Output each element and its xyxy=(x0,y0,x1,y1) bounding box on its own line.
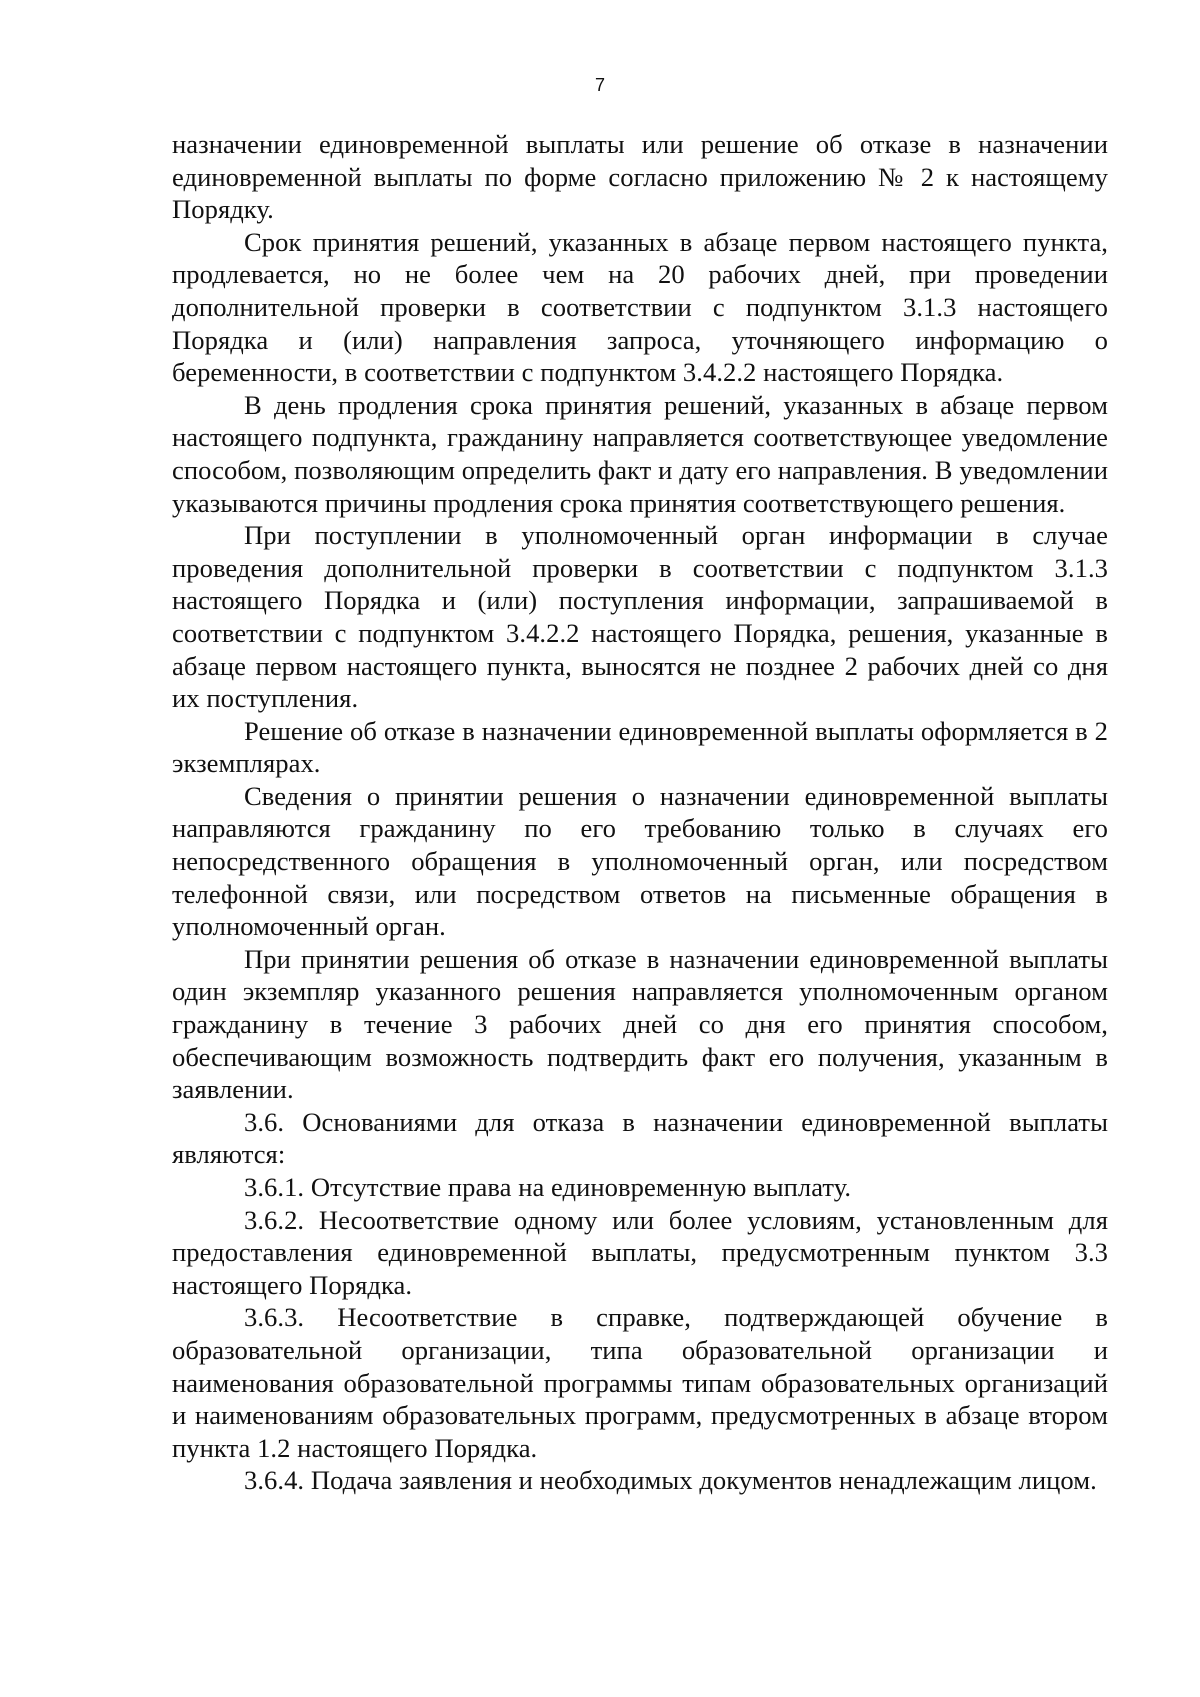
paragraph-continuation: назначении единовременной выплаты или решение об отказе в назначении единовременной выплаты по форме согласно приложению № 2 к настоящему Порядку. xyxy=(172,129,1108,225)
paragraph-information-receipt: При поступлении в уполномоченный орган информации в случае проведения дополнительной проверки в соответствии с подпунктом 3.1.3 настоящего Порядка и (или) поступления информации, запрашиваемой в соответствии с подпунктом 3.4.2.2 настоящего Порядка, решения, указанные в абзаце первом настоящего пункта, выносятся не позднее 2 рабочих дней со дня их поступления. xyxy=(172,520,1108,714)
paragraph-extension-notice: В день продления срока принятия решений, указанных в абзаце первом настоящего подпункта, гражданину направляется соответствующее уведомление способом, позволяющим определить факт и дату его направления. В уведомлении указываются причины продления срока принятия соответствующего решения. xyxy=(172,389,1108,518)
document-body xyxy=(172,128,1108,1497)
paragraph-refusal-copies: Решение об отказе в назначении единовременной выплаты оформляется в 2 экземплярах. xyxy=(172,715,1108,779)
paragraph-decision-information: Сведения о принятии решения о назначении единовременной выплаты направляются гражданину по его требованию только в случаях его непосредственного обращения в уполномоченный орган, или посредством телефонной связи, или посредством ответов на письменные обращения в уполномоченный орган. xyxy=(172,780,1108,942)
section-3-6-heading: 3.6. Основаниями для отказа в назначении единовременной выплаты являются: xyxy=(172,1106,1108,1170)
page-number: 7 xyxy=(594,75,605,95)
item-3-6-2: 3.6.2. Несоответствие одному или более условиям, установленным для предоставления единовременной выплаты, предусмотренным пунктом 3.3 настоящего Порядка. xyxy=(172,1204,1108,1300)
paragraph-decision-term-extension: Срок принятия решений, указанных в абзаце первом настоящего пункта, продлевается, но не более чем на 20 рабочих дней, при проведении дополнительной проверки в соответствии с подпунктом 3.1.3 настоящего Порядка и (или) направления запроса, уточняющего информацию о беременности, в соответствии с подпунктом 3.4.2.2 настоящего Порядка. xyxy=(172,226,1108,388)
item-3-6-1: 3.6.1. Отсутствие права на единовременную выплату. xyxy=(244,1172,852,1202)
item-3-6-3: 3.6.3. Несоответствие в справке, подтверждающей обучение в образовательной организации, типа образовательной организации и наименования образовательной программы типам образовательных организаций и наименованиям образовательных программ, предусмотренных в абзаце втором пункта 1.2 настоящего Порядка. xyxy=(172,1302,1108,1463)
paragraph-refusal-delivery: При принятии решения об отказе в назначении единовременной выплаты один экземпляр указанного решения направляется уполномоченным органом гражданину в течение 3 рабочих дней со дня его принятия способом, обеспечивающим возможность подтвердить факт его получения, указанным в заявлении. xyxy=(172,943,1108,1105)
item-3-6-4: 3.6.4. Подача заявления и необходимых документов ненадлежащим лицом. xyxy=(244,1465,1097,1496)
